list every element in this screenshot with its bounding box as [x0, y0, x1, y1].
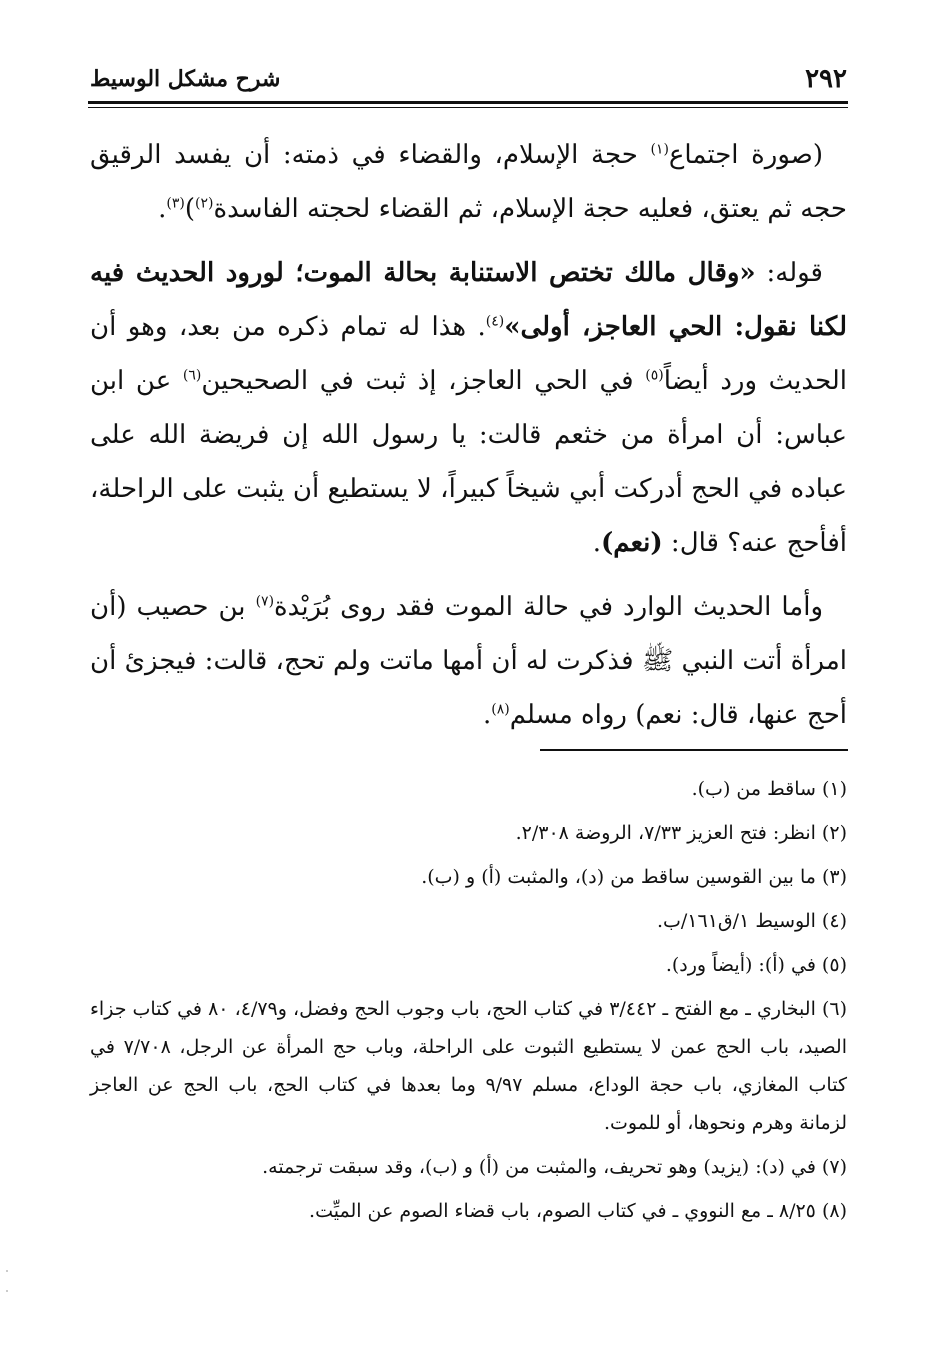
- p1-text-b: حجة الإسلام، والقضاء في ذمته: أن يفسد الرقيق حجه ثم يعتق، فعليه حجة الإسلام، ثم القضاء لحجته الفاسدة: [90, 140, 847, 224]
- footnote-5: (٥) في (أ): (أيضاً ورد).: [665, 954, 847, 976]
- p3-text-a: وأما الحديث الوارد في حالة الموت فقد روى بُرَيْدة: [274, 592, 824, 622]
- footnote-ref-1: (١): [650, 141, 669, 158]
- header-rule-thick: [88, 101, 848, 104]
- scan-speck: [6, 1290, 8, 1292]
- footnote-7: (٧) في (د): (يزيد) وهو تحريف، والمثبت من (أ) و (ب)، وقد سبقت ترجمته.: [262, 1156, 847, 1178]
- footnote-ref-6: (٦): [182, 367, 202, 384]
- footnote-3: (٣) ما بين القوسين ساقط من (د)، والمثبت (أ) و (ب).: [421, 866, 847, 888]
- p1-text-d: .: [158, 194, 167, 224]
- page-number: ٢٩٢: [805, 64, 847, 94]
- footnotes: [90, 770, 847, 1236]
- p3-end: .: [482, 700, 492, 730]
- p2-quote: «وقال مالك تختص الاستنابة بحالة الموت؛ لورود الحديث فيه لكنا نقول: الحي العاجز، أولى»: [90, 258, 847, 342]
- main-text: [90, 128, 847, 752]
- scan-speck: [6, 1270, 8, 1272]
- footnote-ref-4: (٤): [485, 313, 505, 330]
- footnote-2: (٢) انظر: فتح العزيز ٧/٣٣، الروضة ٢/٣٠٨.: [515, 822, 847, 844]
- p2-lead: قوله:: [755, 258, 823, 288]
- footnote-6: (٦) البخاري ـ مع الفتح ـ ٣/٤٤٢ في كتاب الحج، باب وجوب الحج وفضل، و٤/٧٩، ٨٠ في كتاب جزاء الصيد، باب الحج عمن لا يستطيع الثبوت على الراحلة، وباب حج المرأة عن الرجل، ٧/٧٠٨ في كتاب المغازي، باب حجة الوداع، مسلم ٩/٩٧ وما بعدها في كتاب الحج، باب الحج عن العاجز لزمانة وهرم ونحوها، أو للموت.: [90, 998, 848, 1134]
- page-header: [90, 62, 847, 102]
- paragraph-1: [90, 128, 847, 236]
- p1-text-a: (صورة اجتماع: [668, 140, 823, 170]
- p2-text-a: . هذا له تمام ذكره من بعد، وهو أن الحديث ورد أيضاً: [90, 312, 847, 396]
- p2-answer: (نعم): [600, 528, 663, 558]
- p2-text-b: في الحي العاجز، إذ ثبت في الصحيحين: [201, 366, 646, 396]
- p2-end: .: [592, 528, 601, 558]
- header-rule-thin: [88, 107, 848, 108]
- paragraph-3: [90, 580, 847, 742]
- running-title: شرح مشكل الوسيط: [90, 66, 281, 92]
- footnote-ref-7: (٧): [255, 593, 275, 610]
- footnote-ref-5: (٥): [645, 367, 664, 384]
- p2-text-c: عن ابن عباس: أن امرأة من خثعم قالت: يا رسول الله إن فريضة الله على عباده في الحج أدركت أبي شيخاً كبيراً، لا يستطيع أن يثبت على الراحلة، أفأحج عنه؟ قال:: [90, 366, 847, 558]
- footnote-separator: [540, 749, 848, 751]
- footnote-ref-2: (٢): [195, 195, 214, 212]
- p3-text-b: بن حصيب (أن امرأة أتت النبي ﷺ فذكرت له أن أمها ماتت ولم تحج، قالت: فيجزئ أن أحج عنها، قال: نعم) رواه مسلم: [90, 592, 847, 730]
- footnote-ref-8: (٨): [491, 701, 510, 718]
- footnote-8: (٨) ٨/٢٥ ـ مع النووي ـ في كتاب الصوم، باب قضاء الصوم عن الميِّت.: [309, 1200, 847, 1222]
- footnote-1: (١) ساقط من (ب).: [691, 778, 847, 800]
- p1-text-c: ): [184, 194, 196, 224]
- footnote-4: (٤) الوسيط ١/ق١٦١/ب.: [656, 910, 847, 932]
- paragraph-2: [90, 246, 847, 570]
- footnote-ref-3: (٣): [166, 195, 185, 212]
